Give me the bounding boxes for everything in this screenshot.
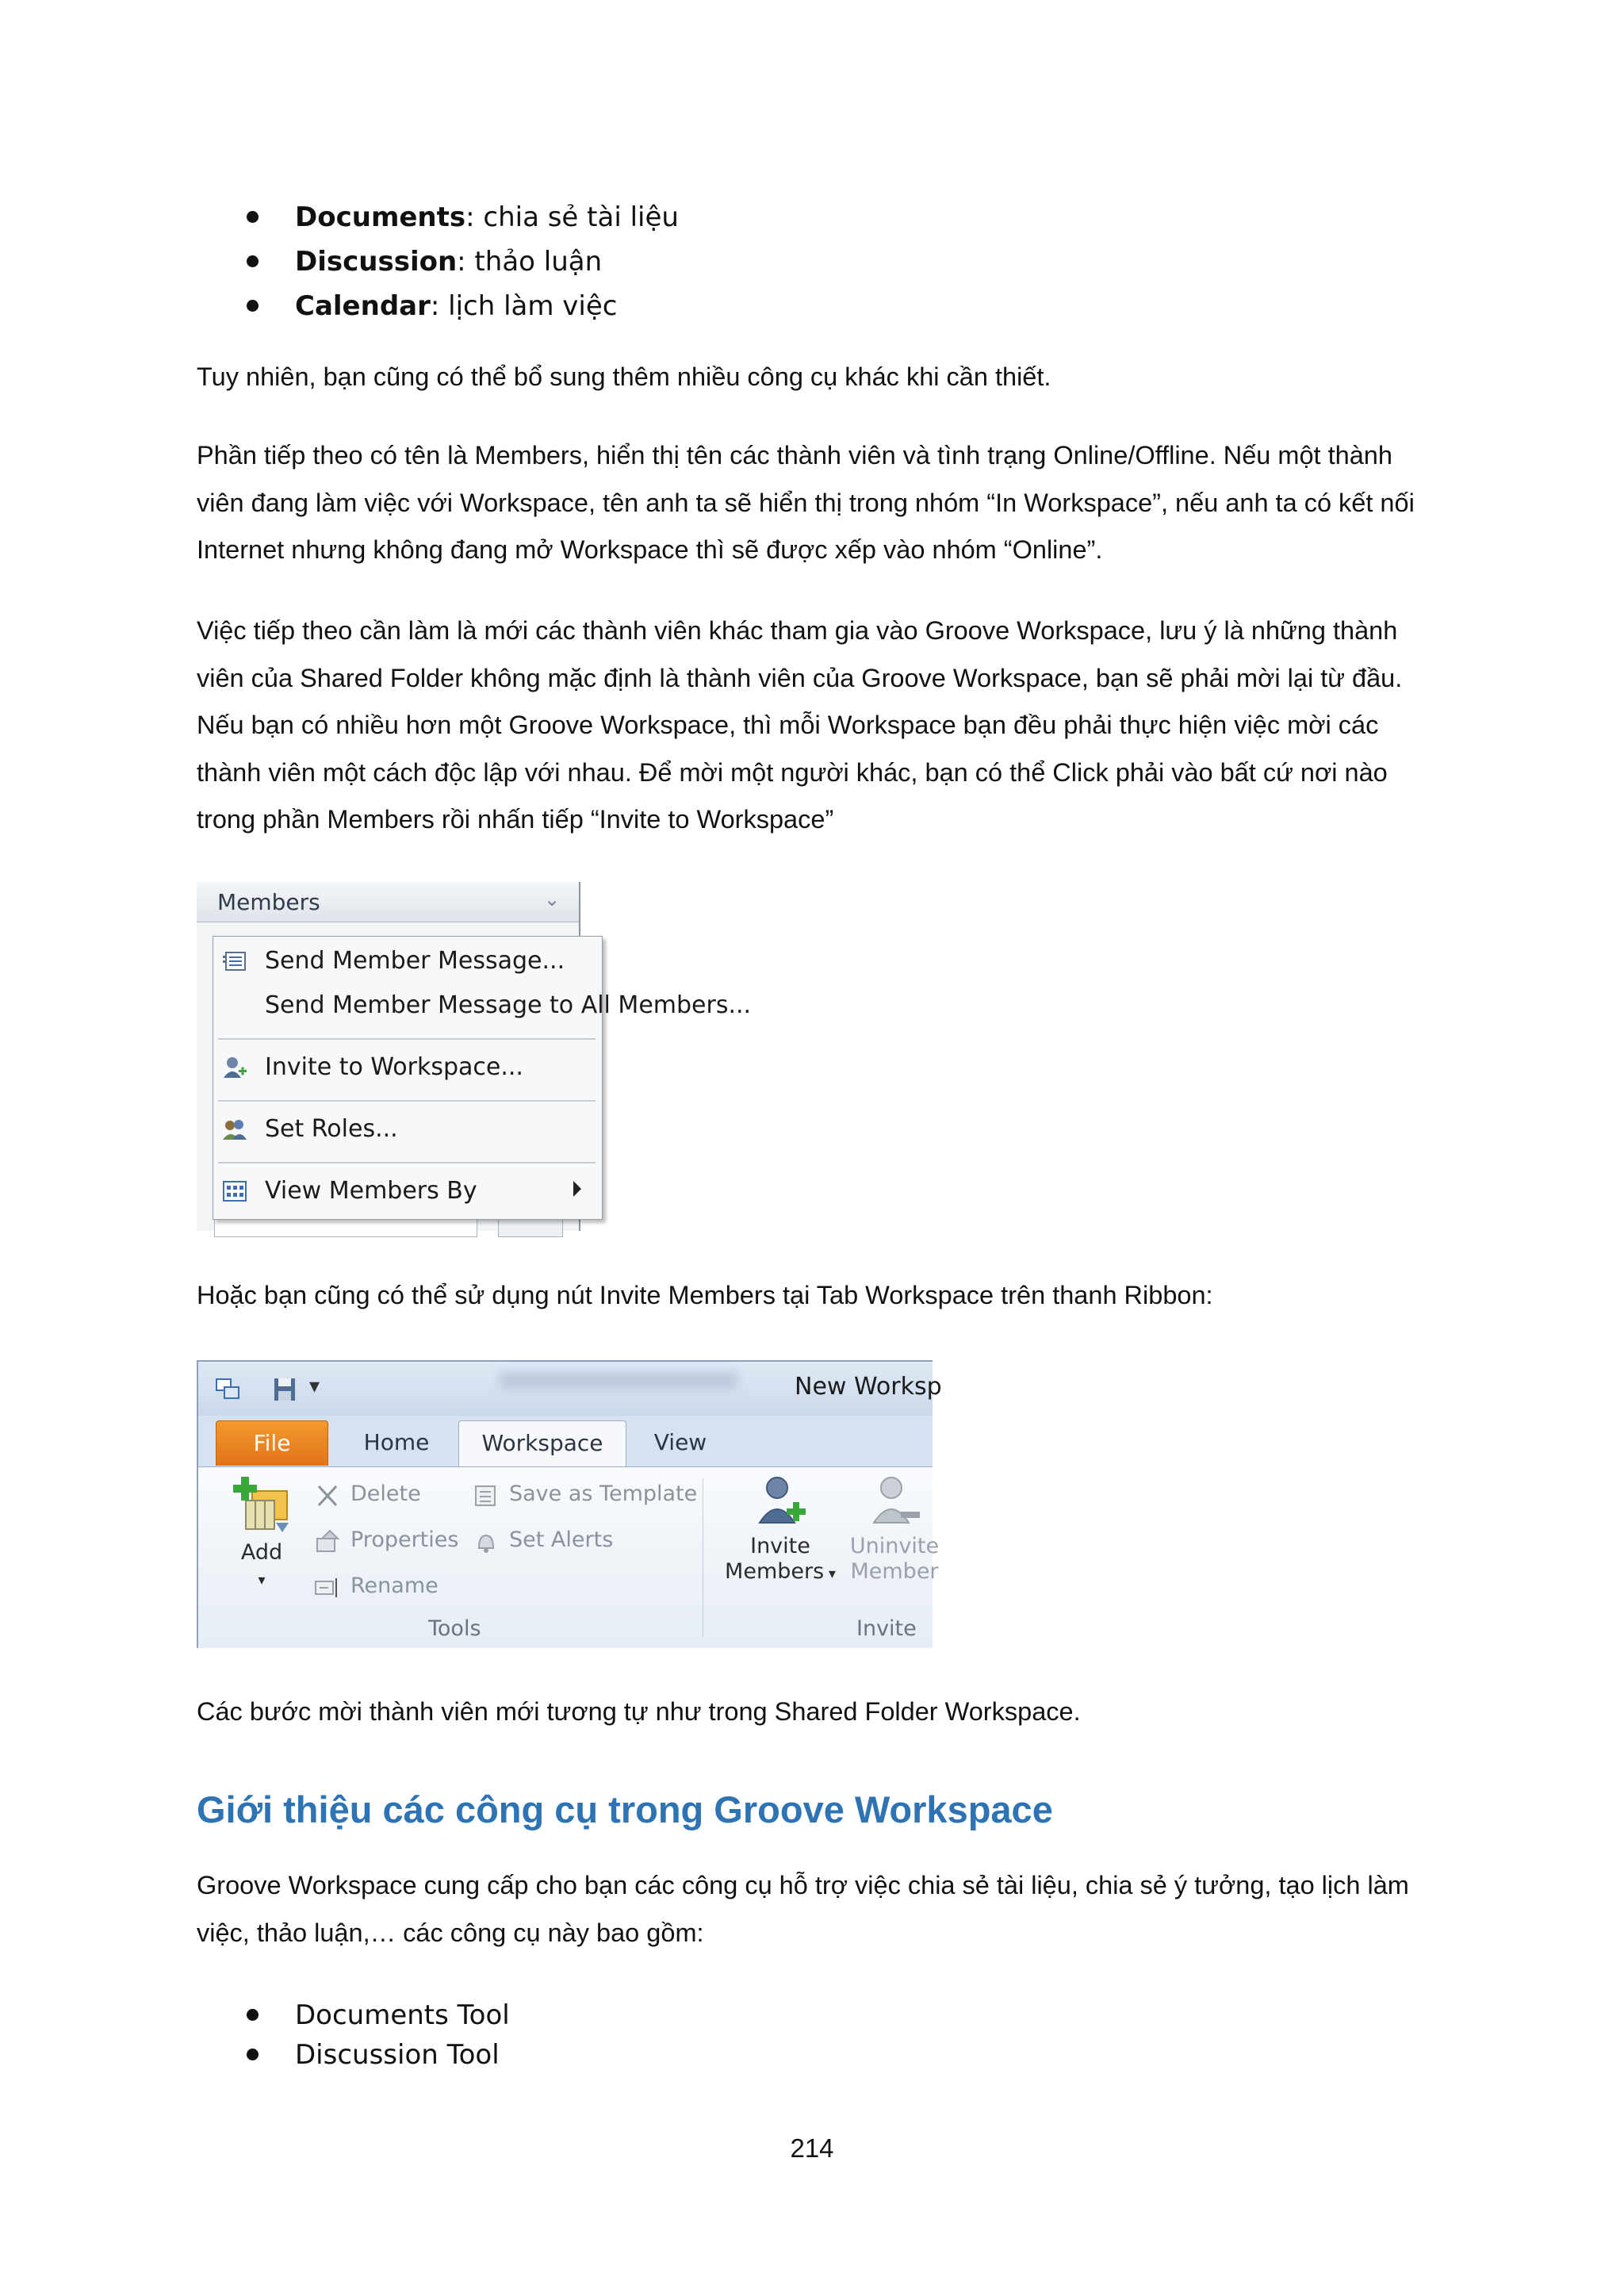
delete-label: Delete — [350, 1481, 421, 1506]
rename-icon — [314, 1575, 341, 1600]
context-menu — [213, 936, 752, 1220]
paragraph: Các bước mời thành viên mới tương tự như trong Shared Folder Workspace. — [197, 1697, 1081, 1726]
menu-separator — [218, 1100, 596, 1102]
template-icon — [473, 1483, 500, 1508]
set-alerts-label: Set Alerts — [509, 1527, 614, 1552]
uninvite-member-button[interactable] — [839, 1474, 950, 1585]
tab-file[interactable]: File — [216, 1420, 328, 1466]
uninvite-member-label-1: Uninvite — [849, 1534, 940, 1558]
add-label: Add — [240, 1540, 283, 1565]
switch-window-icon[interactable] — [214, 1376, 243, 1403]
paragraph: Tuy nhiên, bạn cũng có thể bổ sung thêm nhiều công cụ khác khi cần thiết. — [197, 362, 1051, 391]
menu-item-send-member-message[interactable] — [213, 941, 602, 981]
members-panel-title: Members — [217, 889, 320, 915]
blurred-title-area — [500, 1371, 737, 1389]
properties-icon — [314, 1529, 341, 1554]
add-dropdown-icon: ▾ — [258, 1572, 266, 1589]
delete-icon — [314, 1483, 341, 1508]
properties-label: Properties — [350, 1527, 459, 1552]
members-panel-header[interactable] — [197, 882, 579, 922]
uninvite-user-icon — [861, 1474, 928, 1534]
menu-item-label: Set Roles... — [265, 1115, 398, 1143]
invite-user-icon — [221, 1054, 248, 1081]
menu-separator — [218, 1162, 596, 1163]
menu-item-send-to-all[interactable] — [213, 986, 752, 1025]
ribbon-screenshot — [197, 1360, 942, 1647]
paragraph: Groove Workspace cung cấp cho bạn các công cụ hỗ trợ việc chia sẻ tài liệu, chia sẻ ý tưởng, tạo lịch làm việc, thảo luận,… các công cụ này bao gồm: — [197, 1871, 1409, 1947]
tools-group-label: Tools — [428, 1616, 481, 1641]
invite-members-button[interactable] — [717, 1474, 844, 1587]
paragraph: Việc tiếp theo cần làm là mới các thành viên khác tham gia vào Groove Workspace, lưu ý là những thành viên của Shared Folder không mặc định là thành viên của Groove Workspace, bạn sẽ phải mời lại từ đầu. Nếu bạn có nhiều hơn một Groove Workspace, thì mỗi Workspace bạn đều phải thực hiện việc mời các thành viên một cách độc lập với nhau. Để mời một người khác, bạn có thể Click phải vào bất cứ nơi nào trong phần Members rồi nhấn tiếp “Invite to Workspace” — [197, 616, 1403, 834]
save-as-template-label: Save as Template — [509, 1481, 698, 1506]
paragraph: Hoặc bạn cũng có thể sử dụng nút Invite Members tại Tab Workspace trên thanh Ribbon: — [197, 1281, 1213, 1309]
menu-separator — [218, 1038, 596, 1040]
submenu-arrow-icon — [573, 1181, 581, 1197]
menu-item-label: Send Member Message... — [265, 947, 565, 975]
add-tool-icon — [228, 1474, 295, 1540]
qat-dropdown-icon[interactable]: ▾ — [309, 1374, 320, 1398]
invite-dropdown-icon: ▾ — [824, 1566, 836, 1582]
roles-icon — [221, 1116, 248, 1143]
add-button[interactable] — [214, 1474, 309, 1593]
ribbon-tabs — [197, 1416, 933, 1466]
menu-item-set-roles[interactable] — [213, 1110, 602, 1149]
invite-members-label-1: Invite — [750, 1534, 810, 1558]
menu-item-label: View Members By — [265, 1177, 477, 1205]
members-context-menu-screenshot — [197, 882, 752, 1231]
section-heading: Giới thiệu các công cụ trong Groove Workspace — [197, 1788, 1053, 1830]
invite-members-label-2: Members — [725, 1559, 825, 1584]
tab-workspace[interactable]: Workspace — [458, 1420, 626, 1469]
bell-icon — [473, 1529, 500, 1554]
invite-group-label: Invite — [856, 1616, 917, 1641]
page-number: 214 — [790, 2133, 834, 2163]
menu-item-invite-to-workspace[interactable] — [213, 1048, 602, 1087]
save-icon[interactable] — [271, 1376, 300, 1403]
chevron-down-icon[interactable]: ⌄ — [544, 888, 561, 910]
ribbon-body — [197, 1466, 940, 1648]
paragraph: Phần tiếp theo có tên là Members, hiển thị tên các thành viên và tình trạng Online/Offline. Nếu một thành viên đang làm việc với Workspace, tên anh ta sẽ hiển thị trong nhóm “In Workspace”, nếu anh ta có kết nối Internet nhưng không đang mở Workspace thì sẽ được xếp vào nhóm “Online”. — [197, 441, 1415, 564]
tab-home[interactable]: Home — [363, 1429, 430, 1455]
message-list-icon — [221, 948, 248, 975]
menu-item-view-members-by[interactable] — [213, 1171, 602, 1211]
menu-item-label: Invite to Workspace... — [265, 1053, 523, 1081]
uninvite-member-label-2: Member — [850, 1559, 939, 1584]
window-title: New Worksp — [795, 1373, 942, 1401]
menu-item-label: Send Member Message to All Members... — [265, 991, 752, 1019]
tab-view[interactable]: View — [653, 1429, 707, 1455]
rename-label: Rename — [350, 1573, 439, 1598]
grid-view-icon — [221, 1178, 248, 1205]
window-title-bar — [197, 1360, 942, 1417]
invite-user-icon — [747, 1474, 814, 1534]
